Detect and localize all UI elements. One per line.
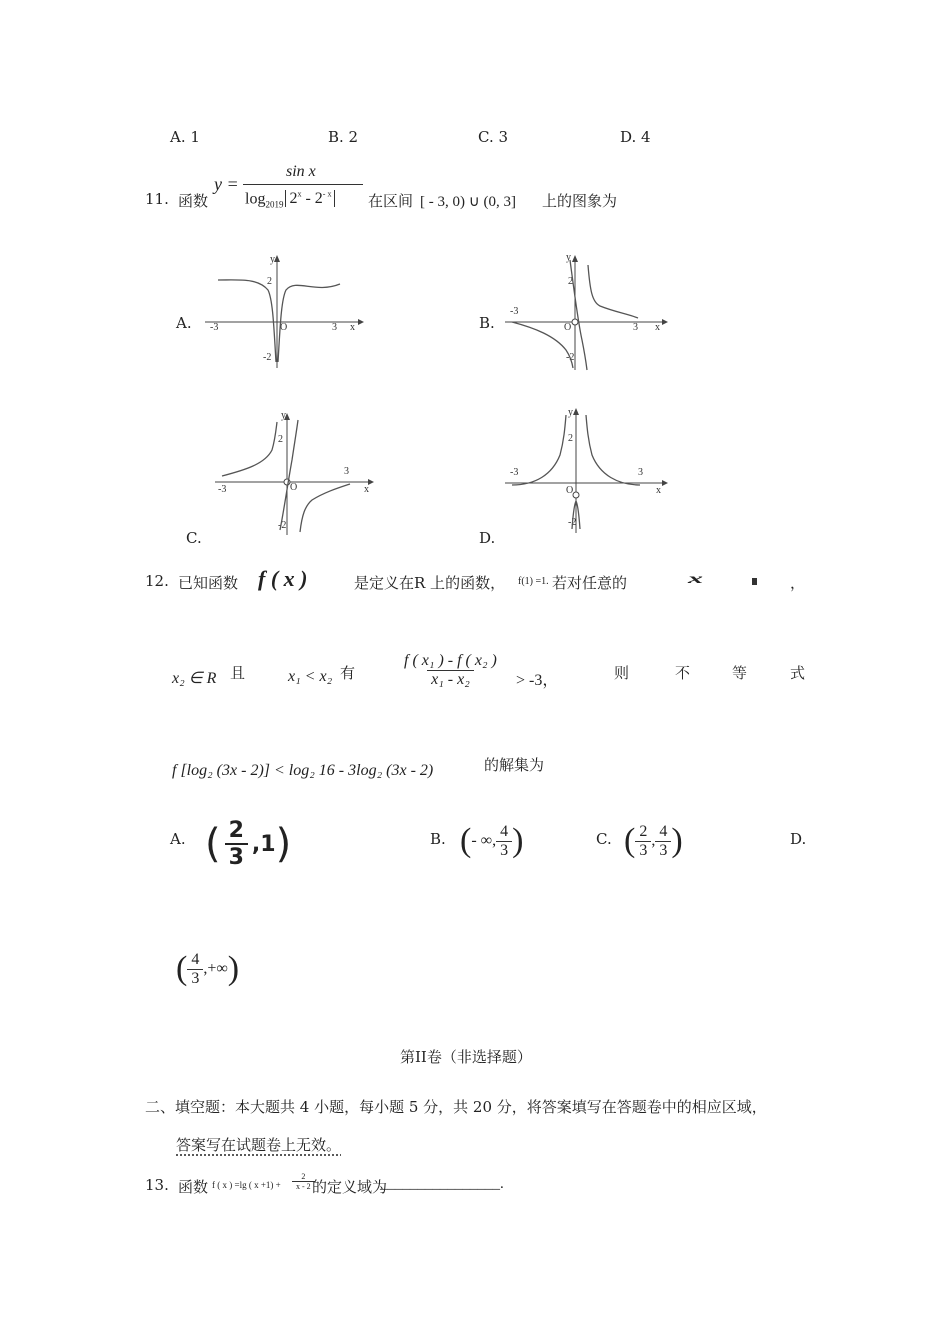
q12-option-a: ( $\frac{2}{3}$ ,1 ) bbox=[205, 818, 292, 870]
graph-b-origin: O bbox=[564, 322, 572, 333]
q12-has: 有 bbox=[340, 664, 356, 682]
q12-option-b-den: 3 bbox=[496, 841, 512, 860]
graph-b-tick-neg2: -2 bbox=[566, 352, 575, 363]
q12-option-a-label: A. bbox=[170, 830, 186, 848]
graph-c-tick-neg3: -3 bbox=[218, 484, 227, 495]
q11-y-eq: y = bbox=[214, 174, 239, 194]
q12-inequality: f [log₂ (3x - 2)] < log₂ 16 - 3log₂ (3x - 2) bbox=[172, 762, 434, 779]
q11-lead: 函数 bbox=[178, 192, 209, 210]
q10-option-c: C. 3 bbox=[478, 128, 509, 146]
q12-lead: 已知函数 bbox=[178, 574, 239, 592]
q12-option-b: ( - ∞, $\frac{4}{3}$ ) bbox=[460, 822, 524, 859]
graph-c-tick-2: 2 bbox=[278, 434, 283, 445]
q12-ratio bbox=[400, 652, 501, 689]
q12-option-c-den1: 3 bbox=[635, 841, 651, 860]
q11-number: 11. bbox=[145, 190, 169, 208]
graph-a-origin: O bbox=[280, 322, 288, 333]
q12-option-c-num1: 2 bbox=[639, 822, 648, 840]
q12-option-a-right: ,1 bbox=[251, 831, 276, 857]
q12-option-c-label: C. bbox=[596, 830, 612, 848]
q11-denominator: $\log_{2019} 2^x - 2^{- x}$ bbox=[245, 190, 335, 210]
graph-b-y-label: y bbox=[566, 252, 571, 263]
part2-title: 第II卷（非选择题） bbox=[400, 1048, 532, 1066]
q11-option-c-label: C. bbox=[186, 529, 202, 547]
q12-ratio-num: f ( x₁ ) - f ( x₂ ) bbox=[404, 652, 497, 669]
q13-answer-blank[interactable]: ________________. bbox=[380, 1176, 504, 1192]
graph-c-x-label: x bbox=[364, 484, 369, 495]
q12-option-d-num: 4 bbox=[191, 950, 200, 968]
q12-f1: f(1) =1. bbox=[518, 576, 549, 587]
q13-frac-num: 2 bbox=[301, 1172, 306, 1181]
graph-d-x-label: x bbox=[656, 485, 661, 496]
q12-option-c-num2: 4 bbox=[659, 822, 668, 840]
q13-expr: f ( x ) =lg ( x +1) + bbox=[212, 1180, 281, 1190]
graph-c-origin: O bbox=[290, 482, 298, 493]
q12-any: 若对任意的 bbox=[552, 574, 628, 592]
q12-x1-subscript-mark bbox=[752, 578, 757, 585]
q10-option-d: D. 4 bbox=[620, 128, 651, 146]
q12-option-a-den: 3 bbox=[225, 843, 248, 870]
q12-comma: ， bbox=[790, 574, 806, 592]
graph-c-tick-3: 3 bbox=[344, 466, 349, 477]
graph-c-tick-neg2: -2 bbox=[278, 520, 287, 531]
graph-b-tick-3: 3 bbox=[633, 322, 638, 333]
graph-d-origin: O bbox=[566, 485, 574, 496]
graph-d-tick-neg2: -2 bbox=[568, 517, 577, 528]
q10-option-b: B. 2 bbox=[328, 128, 359, 146]
q11-numerator: sin x bbox=[286, 163, 316, 180]
graph-a-tick-neg2: -2 bbox=[263, 352, 272, 363]
q12-option-c-den2: 3 bbox=[655, 841, 671, 860]
q11-interval: [ - 3, 0) ∪ (0, 3] bbox=[420, 194, 516, 210]
q12-x2-in-r: x₂ ∈ R bbox=[172, 670, 217, 687]
q12-fx: f ( x ) bbox=[258, 566, 308, 591]
q12-option-c: ( $\frac{2}{3}$ , $\frac{4}{3}$ ) bbox=[624, 822, 683, 859]
graph-c-y-label: y bbox=[281, 410, 286, 421]
graph-a-tick-neg3: -3 bbox=[210, 322, 219, 333]
q12-option-b-label: B. bbox=[430, 830, 446, 848]
q12-option-a-num: 2 bbox=[228, 818, 244, 843]
q12-option-d-den: 3 bbox=[187, 969, 203, 988]
q12-and: 且 bbox=[230, 664, 246, 682]
graph-a bbox=[200, 250, 365, 370]
q12-option-b-num: 4 bbox=[500, 822, 509, 840]
q12-ratio-den: x₁ - x₂ bbox=[427, 670, 474, 689]
graph-b-tick-2: 2 bbox=[568, 276, 573, 287]
graph-a-tick-3: 3 bbox=[332, 322, 337, 333]
q12-gt: > -3， bbox=[516, 672, 559, 689]
graph-c bbox=[210, 410, 375, 538]
q12-option-d-label: D. bbox=[790, 830, 807, 848]
q13-lead: 函数 bbox=[178, 1178, 209, 1196]
part2-note: 答案写在试题卷上无效。 bbox=[176, 1136, 342, 1154]
q11-fraction-bar bbox=[243, 184, 363, 185]
q11-option-a-label: A. bbox=[176, 314, 192, 332]
q12-option-d-right: ,+∞ bbox=[203, 960, 228, 977]
q12-bu: 不 bbox=[675, 664, 691, 682]
graph-b-x-label: x bbox=[655, 322, 660, 333]
q12-deng: 等 bbox=[732, 664, 748, 682]
q12-ineq-tail: 的解集为 bbox=[484, 756, 545, 774]
q12-x1-lt-x2: x₁ < x₂ bbox=[288, 668, 333, 685]
q12-option-b-left: - ∞, bbox=[471, 832, 497, 849]
q13-number: 13. bbox=[145, 1176, 169, 1194]
q13-frac-den: x - 2 bbox=[292, 1181, 315, 1191]
graph-d-y-label: y bbox=[568, 407, 573, 418]
q12-mid: 是定义在R 上的函数， bbox=[354, 574, 506, 592]
q10-option-a: A. 1 bbox=[170, 128, 200, 146]
graph-b-tick-neg3: -3 bbox=[510, 306, 519, 317]
graph-d bbox=[500, 405, 670, 535]
part2-section: 二、填空题：本大题共 4 小题，每小题 5 分，共 20 分，将答案填写在答题卷中的相应区域， bbox=[145, 1098, 767, 1116]
graph-a-tick-2: 2 bbox=[267, 276, 272, 287]
graph-a-x-label: x bbox=[350, 322, 355, 333]
q12-x1-symbol: x bbox=[688, 571, 703, 587]
q12-shi: 式 bbox=[790, 664, 806, 682]
q13-tail: 的定义域为 bbox=[312, 1178, 388, 1196]
q11-interval-text: 在区间 bbox=[368, 192, 414, 210]
q12-option-d: ( $\frac{4}{3}$ ,+∞ ) bbox=[176, 950, 240, 987]
graph-d-tick-3: 3 bbox=[638, 467, 643, 478]
graph-b bbox=[500, 250, 670, 375]
graph-d-tick-2: 2 bbox=[568, 433, 573, 444]
q11-tail: 上的图象为 bbox=[542, 192, 618, 210]
graph-a-y-label: y bbox=[270, 254, 275, 265]
q12-number: 12. bbox=[145, 572, 169, 590]
q12-then: 则 bbox=[614, 664, 630, 682]
q11-option-d-label: D. bbox=[479, 529, 496, 547]
graph-d-tick-neg3: -3 bbox=[510, 467, 519, 478]
q11-option-b-label: B. bbox=[479, 314, 495, 332]
